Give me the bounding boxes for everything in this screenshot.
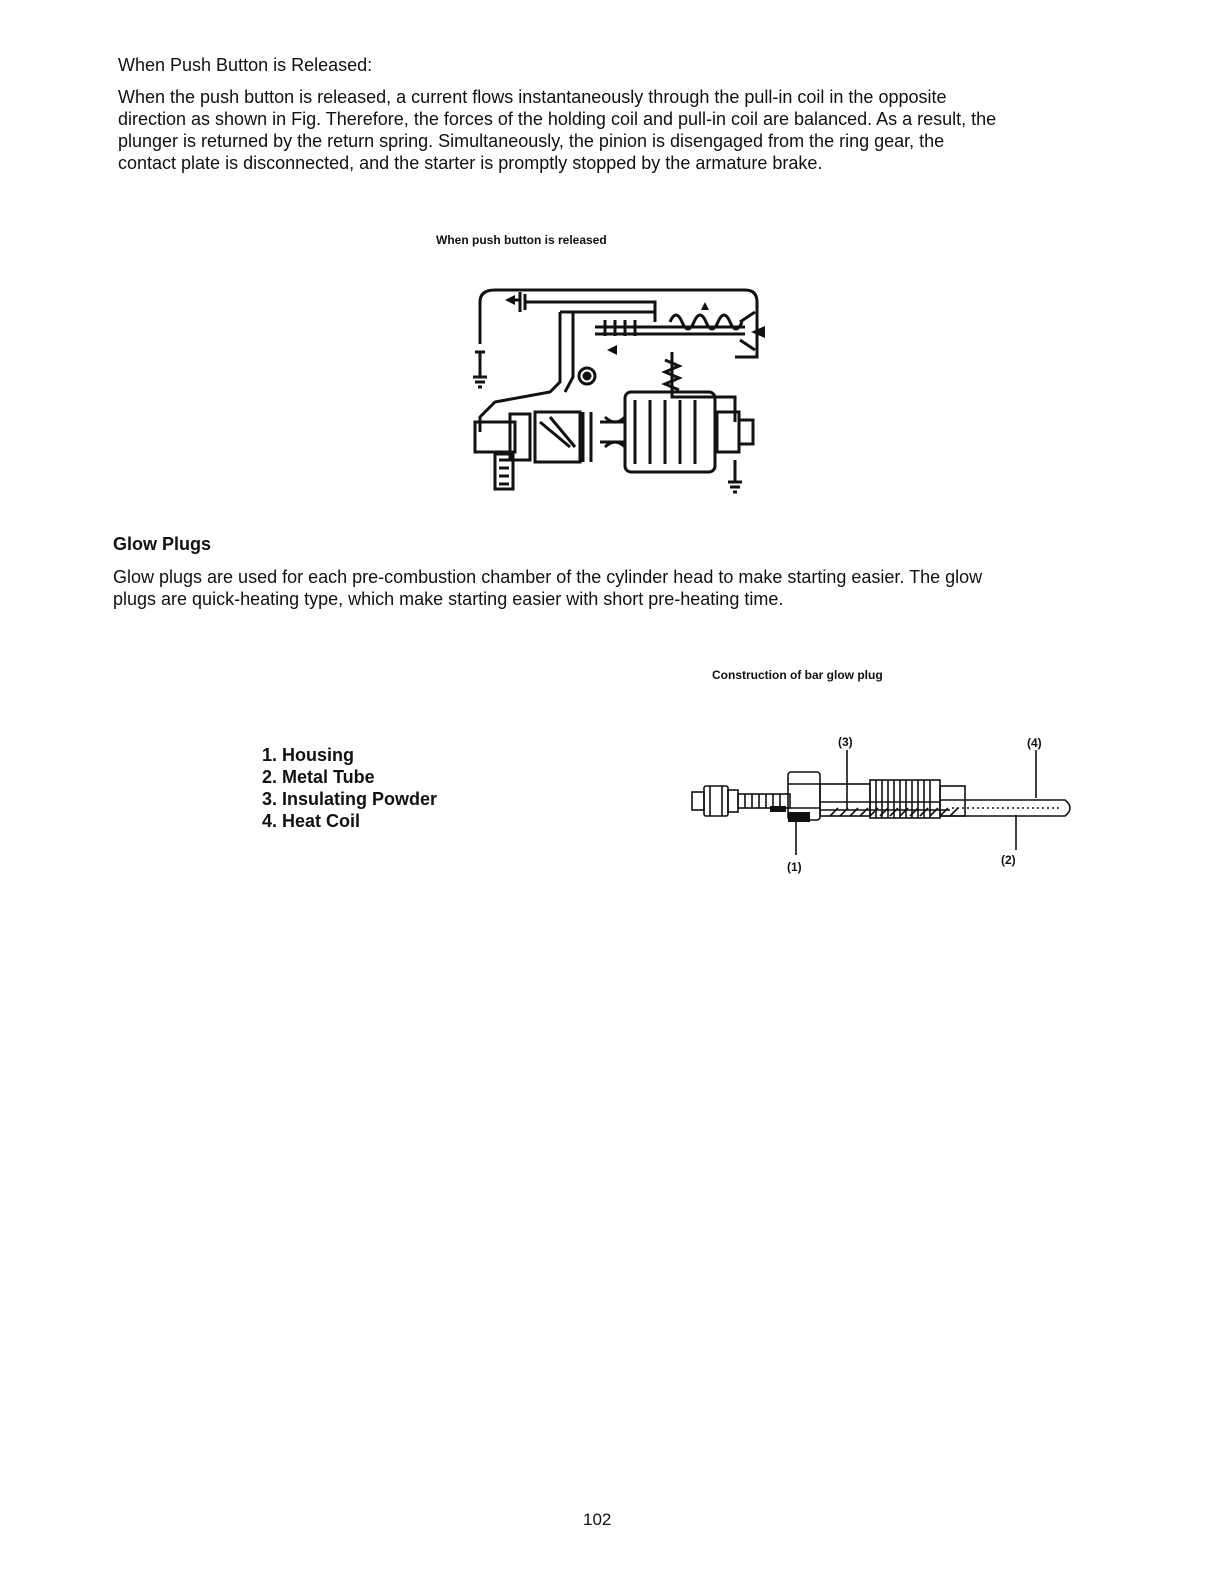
figure-caption-glow-plug: Construction of bar glow plug: [712, 668, 883, 682]
callout-1: (1): [787, 860, 802, 874]
heading-glow-plugs: Glow Plugs: [113, 534, 212, 554]
page-number: 102: [583, 1510, 612, 1529]
subheading-push-button-released: When Push Button is Released:: [118, 55, 373, 75]
paragraph-push-button-released: When the push button is released, a current flows instantaneously through the pull-in coil in the opposite direction as shown in Fig. Therefore, the forces of the holding coil and pull-in coil are balanced. As a result, the plunger is returned by the return spring. Simultaneously, the pinion is disengaged from the ring gear, the contact plate is disconnected, and the starter is promptly stopped by the armature brake.: [118, 87, 997, 173]
legend-item-metal-tube: 2. Metal Tube: [262, 767, 375, 787]
figure-caption-starter: When push button is released: [436, 233, 607, 247]
callout-2: (2): [1001, 853, 1016, 867]
legend-item-insulating-powder: 3. Insulating Powder: [262, 789, 438, 809]
glow-plug-diagram: [690, 750, 1080, 860]
legend-item-housing: 1. Housing: [262, 745, 355, 765]
glow-plug-legend: [262, 744, 437, 832]
callout-3: (3): [838, 735, 853, 749]
starter-circuit-diagram: [455, 282, 775, 502]
legend-item-heat-coil: 4. Heat Coil: [262, 811, 361, 831]
paragraph-glow-plugs: Glow plugs are used for each pre-combustion chamber of the cylinder head to make starting easier. The glow plugs are quick-heating type, which make starting easier with short pre-heating time.: [113, 567, 983, 609]
callout-4: (4): [1027, 736, 1042, 750]
